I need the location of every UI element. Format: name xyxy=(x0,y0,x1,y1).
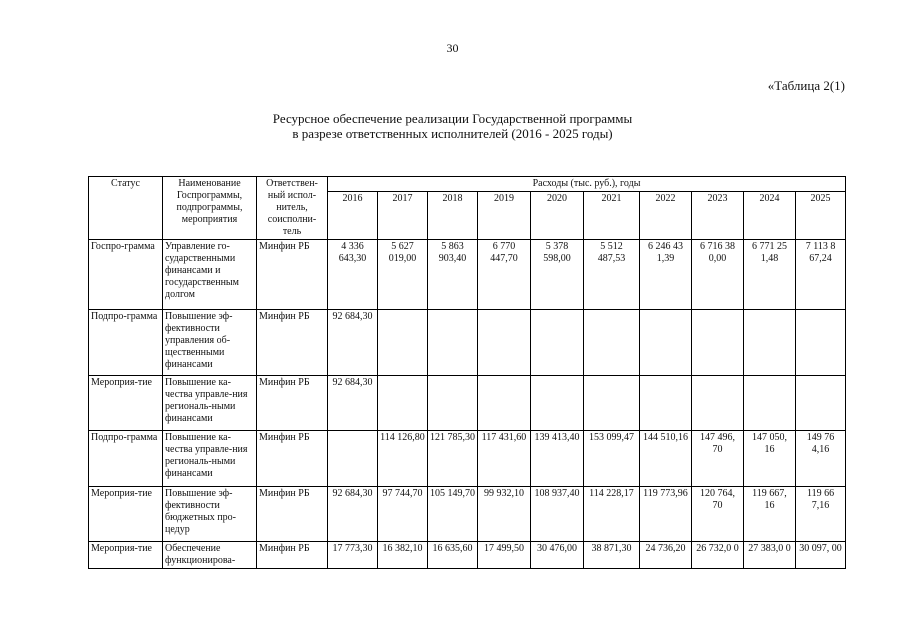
header-year: 2025 xyxy=(796,192,846,240)
cell-value: 119 667, 16 xyxy=(744,487,796,542)
cell-value: 24 736,20 xyxy=(640,542,692,569)
header-expenses: Расходы (тыс. руб.), годы xyxy=(328,177,846,192)
cell-value: 114 228,17 xyxy=(584,487,640,542)
cell-value xyxy=(796,376,846,431)
cell-value xyxy=(378,310,428,376)
cell-status: Мероприя-тие xyxy=(89,542,163,569)
cell-name: Повышение ка-чества управле-ния региональ-ными финансами xyxy=(163,376,257,431)
cell-value: 139 413,40 xyxy=(531,431,584,487)
cell-value: 30 476,00 xyxy=(531,542,584,569)
cell-value: 38 871,30 xyxy=(584,542,640,569)
table-row xyxy=(89,310,846,376)
title-line-2: в разрезе ответственных исполнителей (2016 - 2025 годы) xyxy=(292,126,613,141)
cell-value: 27 383,0 0 xyxy=(744,542,796,569)
cell-value: 99 932,10 xyxy=(478,487,531,542)
cell-value: 6 716 38 0,00 xyxy=(692,240,744,310)
cell-status: Мероприя-тие xyxy=(89,487,163,542)
cell-value xyxy=(692,376,744,431)
header-year: 2024 xyxy=(744,192,796,240)
cell-value: 16 382,10 xyxy=(378,542,428,569)
cell-value: 119 66 7,16 xyxy=(796,487,846,542)
header-year: 2020 xyxy=(531,192,584,240)
cell-value: 5 512 487,53 xyxy=(584,240,640,310)
cell-executor: Минфин РБ xyxy=(257,431,328,487)
header-executor: Ответствен-ный испол-нитель, соисполни-тель xyxy=(257,177,328,240)
cell-value xyxy=(378,376,428,431)
cell-name: Повышение эф-фективности управления об-щественными финансами xyxy=(163,310,257,376)
cell-status: Подпро-грамма xyxy=(89,310,163,376)
table-row xyxy=(89,376,846,431)
cell-executor: Минфин РБ xyxy=(257,310,328,376)
cell-value xyxy=(428,310,478,376)
page-number: 30 xyxy=(446,41,459,55)
table-row xyxy=(89,542,846,569)
header-name: Наименование Госпрограммы, подпрограммы, мероприятия xyxy=(163,177,257,240)
cell-value: 6 246 43 1,39 xyxy=(640,240,692,310)
cell-name: Повышение ка-чества управле-ния региональ-ными финансами xyxy=(163,431,257,487)
cell-value: 144 510,16 xyxy=(640,431,692,487)
cell-value xyxy=(584,376,640,431)
cell-value: 7 113 8 67,24 xyxy=(796,240,846,310)
cell-value xyxy=(478,376,531,431)
cell-value: 97 744,70 xyxy=(378,487,428,542)
cell-value xyxy=(744,376,796,431)
cell-value: 92 684,30 xyxy=(328,376,378,431)
cell-value: 30 097, 00 xyxy=(796,542,846,569)
cell-value: 105 149,70 xyxy=(428,487,478,542)
cell-value: 117 431,60 xyxy=(478,431,531,487)
cell-value xyxy=(478,310,531,376)
resource-table xyxy=(88,176,846,569)
cell-value: 16 635,60 xyxy=(428,542,478,569)
title-line-1: Ресурсное обеспечение реализации Государственной программы xyxy=(272,111,633,126)
cell-value: 108 937,40 xyxy=(531,487,584,542)
cell-name: Повышение эф-фективности бюджетных про-цедур xyxy=(163,487,257,542)
cell-value xyxy=(531,310,584,376)
cell-status: Госпро-грамма xyxy=(89,240,163,310)
header-year: 2018 xyxy=(428,192,478,240)
cell-value: 5 627 019,00 xyxy=(378,240,428,310)
cell-value xyxy=(640,376,692,431)
cell-value: 17 499,50 xyxy=(478,542,531,569)
cell-value: 4 336 643,30 xyxy=(328,240,378,310)
table-row xyxy=(89,431,846,487)
cell-value: 6 771 25 1,48 xyxy=(744,240,796,310)
cell-value xyxy=(692,310,744,376)
cell-value xyxy=(744,310,796,376)
cell-value xyxy=(584,310,640,376)
cell-status: Подпро-грамма xyxy=(89,431,163,487)
header-year: 2022 xyxy=(640,192,692,240)
cell-value: 92 684,30 xyxy=(328,310,378,376)
header-year: 2017 xyxy=(378,192,428,240)
header-year: 2021 xyxy=(584,192,640,240)
cell-value xyxy=(428,376,478,431)
header-year: 2019 xyxy=(478,192,531,240)
cell-executor: Минфин РБ xyxy=(257,376,328,431)
cell-value: 92 684,30 xyxy=(328,487,378,542)
table-title xyxy=(0,111,905,141)
table-row xyxy=(89,240,846,310)
cell-value: 121 785,30 xyxy=(428,431,478,487)
cell-value: 119 773,96 xyxy=(640,487,692,542)
cell-executor: Минфин РБ xyxy=(257,542,328,569)
cell-value xyxy=(531,376,584,431)
cell-value: 6 770 447,70 xyxy=(478,240,531,310)
table-row xyxy=(89,487,846,542)
cell-value: 114 126,80 xyxy=(378,431,428,487)
cell-value: 5 863 903,40 xyxy=(428,240,478,310)
cell-value: 26 732,0 0 xyxy=(692,542,744,569)
cell-value xyxy=(328,431,378,487)
cell-executor: Минфин РБ xyxy=(257,240,328,310)
cell-executor: Минфин РБ xyxy=(257,487,328,542)
cell-name: Управление го-сударственными финансами и государственным долгом xyxy=(163,240,257,310)
header-status: Статус xyxy=(89,177,163,240)
header-year: 2023 xyxy=(692,192,744,240)
header-year: 2016 xyxy=(328,192,378,240)
cell-status: Мероприя-тие xyxy=(89,376,163,431)
cell-value: 5 378 598,00 xyxy=(531,240,584,310)
cell-value: 153 099,47 xyxy=(584,431,640,487)
cell-name: Обеспечение функционирова- xyxy=(163,542,257,569)
cell-value: 120 764, 70 xyxy=(692,487,744,542)
cell-value xyxy=(796,310,846,376)
cell-value: 149 76 4,16 xyxy=(796,431,846,487)
cell-value xyxy=(640,310,692,376)
cell-value: 17 773,30 xyxy=(328,542,378,569)
cell-value: 147 050, 16 xyxy=(744,431,796,487)
cell-value: 147 496, 70 xyxy=(692,431,744,487)
table-reference: «Таблица 2(1) xyxy=(767,78,845,93)
